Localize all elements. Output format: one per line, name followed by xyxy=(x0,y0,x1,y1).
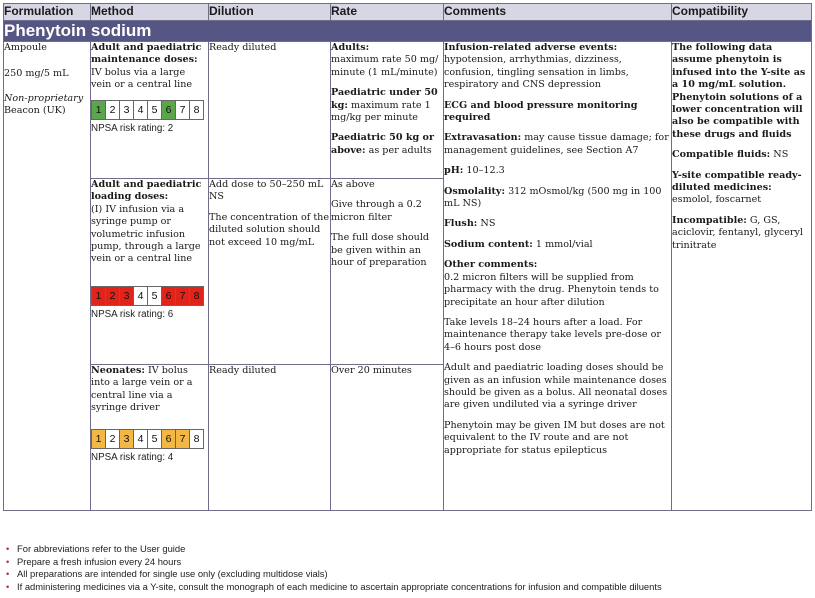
risk-box: 7 xyxy=(175,429,190,449)
risk-box: 8 xyxy=(189,100,204,120)
method-text: (I) IV infusion via a syringe pump or volumetric infusion pump, through a large vein or a central line xyxy=(91,203,201,265)
risk-rating-label: NPSA risk rating: 2 xyxy=(91,122,174,134)
method-cell xyxy=(91,365,209,511)
rate-label: Paediatric under 50 kg: xyxy=(331,87,438,111)
method-cell xyxy=(91,42,209,179)
compat-label: Incompatible: xyxy=(672,214,747,226)
comment-item xyxy=(444,259,671,309)
rate-cell xyxy=(331,179,444,365)
comment-item xyxy=(444,42,671,92)
risk-rating-label: NPSA risk rating: 6 xyxy=(91,308,174,320)
footnote-item: • If administering medicines via a Y-site, consult the monograph of each medicine to ascertain appropriate concentrations for infusion and compatible diluents xyxy=(6,581,662,594)
risk-box: 5 xyxy=(147,429,162,449)
dilution-cell xyxy=(209,365,331,511)
dilution-text: Add dose to 50–250 mL NS xyxy=(209,179,324,203)
rate-entry xyxy=(331,87,443,124)
comment-text: NS xyxy=(480,218,496,230)
rate-cell xyxy=(331,365,444,511)
formulation-status: Non-proprietary xyxy=(4,92,84,104)
formulation-cell xyxy=(4,42,91,511)
comment-label: Sodium content: xyxy=(444,238,533,250)
comment-item xyxy=(444,100,671,125)
comment-item xyxy=(444,165,671,177)
risk-box: 1 xyxy=(91,429,106,449)
risk-box: 6 xyxy=(161,286,176,306)
comment-text: Take levels 18–24 hours after a load. For maintenance therapy take levels pre-dose or 4–6 hours post dose xyxy=(444,316,661,353)
header-compatibility: Compatibility xyxy=(672,4,812,21)
comment-item xyxy=(444,239,671,251)
dilution-text: The concentration of the diluted solution should not exceed 10 mg/mL xyxy=(209,211,330,248)
comment-label: Infusion-related adverse events: xyxy=(444,42,618,53)
risk-box: 2 xyxy=(105,100,120,120)
risk-box: 1 xyxy=(91,286,106,306)
comment-item xyxy=(444,317,671,354)
formulation-strength: 250 mg/5 mL xyxy=(4,68,69,80)
risk-box: 6 xyxy=(161,429,176,449)
comment-label: ECG and blood pressure monitoring required xyxy=(444,99,638,124)
dilution-cell xyxy=(209,42,331,179)
risk-box: 8 xyxy=(189,286,204,306)
rate-text: As above xyxy=(331,179,375,190)
comment-text: Adult and paediatric loading doses should be given as an infusion while maintenance doses should be given as a bolus. All neonatal doses are given undiluted via a syringe driver xyxy=(444,362,668,411)
formulation-type: Ampoule xyxy=(4,42,47,53)
rate-text: Over 20 minutes xyxy=(331,365,412,376)
comments-cell xyxy=(444,42,672,511)
risk-box: 7 xyxy=(175,286,190,306)
dilution-text: Ready diluted xyxy=(209,365,277,376)
compatibility-cell xyxy=(672,42,812,511)
risk-box: 5 xyxy=(147,286,162,306)
comment-label: Flush: xyxy=(444,218,478,230)
risk-scale xyxy=(91,286,208,306)
compat-label: Compatible fluids: xyxy=(672,149,771,161)
compat-item xyxy=(672,149,811,161)
risk-rating-label: NPSA risk rating: 4 xyxy=(91,451,174,463)
comment-label: Extravasation: xyxy=(444,132,522,144)
comment-text: 0.2 micron filters will be supplied from pharmacy with the drug. Phenytoin tends to precipitate an hour after dilution xyxy=(444,271,659,308)
comment-item xyxy=(444,362,671,412)
rate-label: Paediatric 50 kg or above: xyxy=(331,132,434,156)
rate-entry xyxy=(331,132,443,157)
method-text: IV bolus into a large vein or a central line via a syringe driver xyxy=(91,365,193,414)
compat-label: Y-site compatible ready-diluted medicines: xyxy=(672,169,802,194)
risk-box: 4 xyxy=(133,286,148,306)
dilution-text: Ready diluted xyxy=(209,42,277,53)
comment-item xyxy=(444,218,671,230)
comment-item xyxy=(444,186,671,211)
compat-text: NS xyxy=(773,149,789,161)
method-title: Adult and paediatric maintenance doses: xyxy=(91,42,202,66)
comment-label: Other comments: xyxy=(444,259,538,271)
rate-entry xyxy=(331,42,443,79)
header-comments: Comments xyxy=(444,4,672,21)
rate-text: The full dose should be given within an hour of preparation xyxy=(331,232,430,269)
risk-box: 1 xyxy=(91,100,106,120)
risk-scale xyxy=(91,429,208,449)
method-title: Adult and paediatric loading doses: xyxy=(91,179,202,203)
method-cell xyxy=(91,179,209,365)
risk-box: 4 xyxy=(133,429,148,449)
method-title: Neonates: xyxy=(91,365,145,376)
header-method: Method xyxy=(91,4,209,21)
monograph-table xyxy=(3,3,812,511)
risk-box: 3 xyxy=(119,429,134,449)
rate-text: maximum rate 1 mg/kg per minute xyxy=(331,99,431,124)
rate-text: maximum rate 50 mg/ minute (1 mL/minute) xyxy=(331,54,439,78)
risk-box: 5 xyxy=(147,100,162,120)
comment-item xyxy=(444,132,671,157)
comment-text: hypotension, arrhythmias, dizziness, confusion, tingling sensation in limbs, respiratory and CNS depression xyxy=(444,54,629,91)
compat-item xyxy=(672,170,811,207)
header-rate: Rate xyxy=(331,4,444,21)
header-formulation: Formulation xyxy=(4,4,91,21)
compat-text: esmolol, foscarnet xyxy=(672,194,762,206)
comment-text: Phenytoin may be given IM but doses are not equivalent to the IV route and are not appropriate for status epilepticus xyxy=(444,419,665,456)
risk-box: 3 xyxy=(119,100,134,120)
drug-title-row xyxy=(4,21,812,42)
monograph-sheet xyxy=(3,3,811,511)
rate-text: as per adults xyxy=(368,144,432,156)
risk-box: 2 xyxy=(105,286,120,306)
compat-intro: The following data assume phenytoin is infused into the Y-site as a 10 mg/mL solution. Phenytoin solutions of a lower concentration will also be compatible with these drugs and fluids xyxy=(672,42,806,140)
comment-text: 10–12.3 xyxy=(466,165,505,177)
comment-label: Osmolality: xyxy=(444,185,506,197)
comment-item xyxy=(444,420,671,457)
header-dilution: Dilution xyxy=(209,4,331,21)
rate-text: Give through a 0.2 micron filter xyxy=(331,199,422,223)
table-row xyxy=(4,42,812,179)
header-row xyxy=(4,4,812,21)
method-text: IV bolus via a large vein or a central line xyxy=(91,66,193,91)
compat-item xyxy=(672,215,811,252)
risk-box: 2 xyxy=(105,429,120,449)
footnotes xyxy=(6,543,662,593)
comment-text: may cause tissue damage; for management guidelines, see Section A7 xyxy=(444,132,669,156)
rate-label: Adults: xyxy=(331,42,370,53)
drug-title: Phenytoin sodium xyxy=(4,21,812,42)
rate-cell xyxy=(331,42,444,179)
risk-box: 8 xyxy=(189,429,204,449)
footnote-item: • Prepare a fresh infusion every 24 hours xyxy=(6,556,662,569)
comment-text: 312 mOsmol/kg (500 mg in 100 mL NS) xyxy=(444,185,662,210)
risk-box: 4 xyxy=(133,100,148,120)
footnote-item: • All preparations are intended for single use only (excluding multidose vials) xyxy=(6,568,662,581)
formulation-maker: Beacon (UK) xyxy=(4,105,66,117)
risk-scale xyxy=(91,100,208,120)
compat-text: G, GS, aciclovir, fentanyl, glyceryl trinitrate xyxy=(672,214,803,251)
risk-box: 3 xyxy=(119,286,134,306)
risk-box: 6 xyxy=(161,100,176,120)
dilution-cell xyxy=(209,179,331,365)
comment-text: 1 mmol/vial xyxy=(535,238,593,250)
footnote-item: • For abbreviations refer to the User guide xyxy=(6,543,662,556)
comment-label: pH: xyxy=(444,165,464,177)
risk-box: 7 xyxy=(175,100,190,120)
